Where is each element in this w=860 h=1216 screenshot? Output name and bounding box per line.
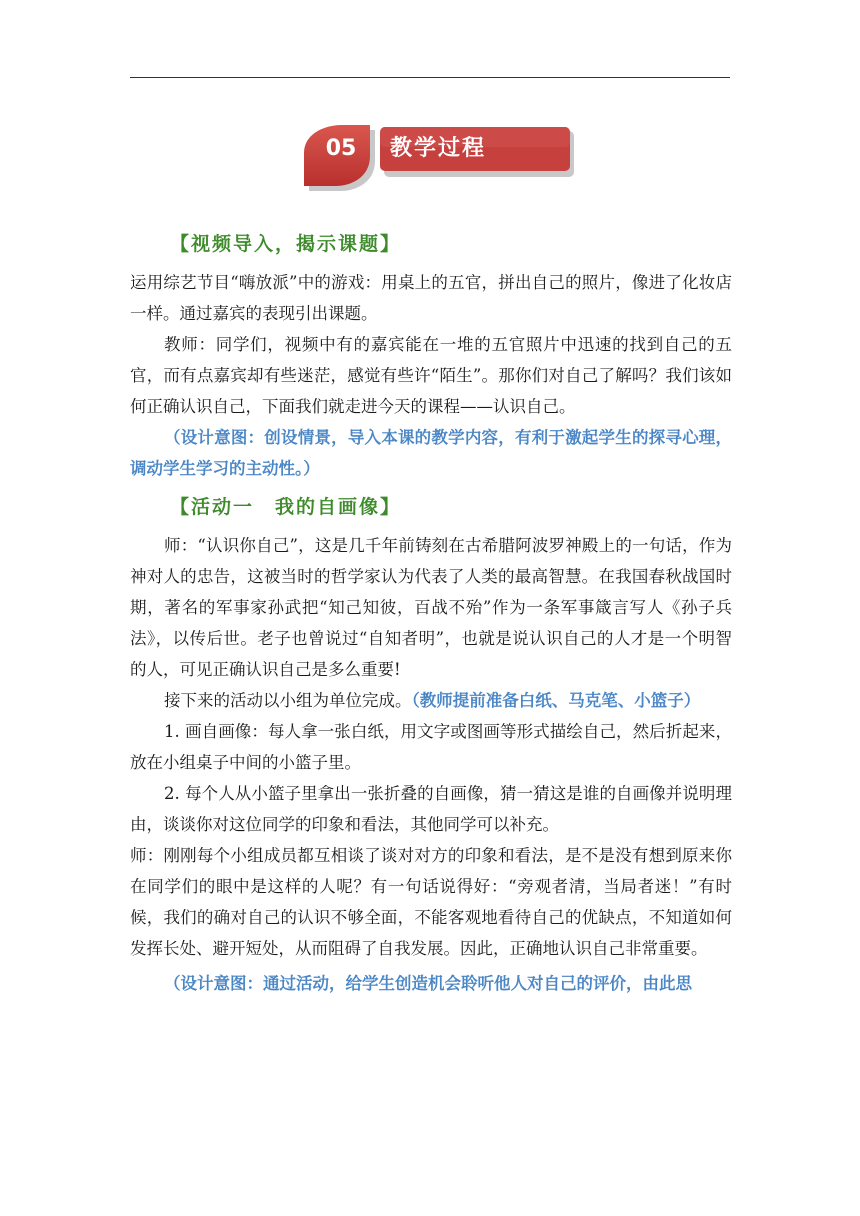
paragraph-teacher-intro: 教师：同学们，视频中有的嘉宾能在一堆的五官照片中迅速的找到自己的五官，而有点嘉宾却有些迷茫，感觉有些许“陌生”。那你们对自己了解吗？我们该如何正确认识自己，下面我们就走进今天的课程——认识自己。 xyxy=(130,335,732,416)
section-banner xyxy=(300,122,576,192)
paragraph-group-activity xyxy=(130,685,732,716)
materials-note: （教师提前准备白纸、马克笔、小篮子） xyxy=(411,691,701,710)
paragraph-teacher-summary: 师：刚刚每个小组成员都互相谈了谈对对方的印象和看法，是不是没有想到原来你在同学们的眼中是这样的人呢？有一句话说得好：“旁观者清，当局者迷！”有时候，我们的确对自己的认识不够全面，不能客观地看待自己的优缺点，不知道如何发挥长处、避开短处，从而阻碍了自我发展。因此，正确地认识自己非常重要。 xyxy=(130,846,732,958)
section-title: 教学过程 xyxy=(390,136,487,161)
design-intent-1: （设计意图：创设情景，导入本课的教学内容，有利于激起学生的探寻心理，调动学生学习的主动性。） xyxy=(130,428,732,478)
paragraph-know-yourself: 师：“认识你自己”，这是几千年前铸刻在古希腊阿波罗神殿上的一句话，作为神对人的忠告，这被当时的哲学家认为代表了人类的最高智慧。在我国春秋战国时期，著名的军事家孙武把“知己知彼，百战不殆”作为一条军事箴言写人《孙子兵法》，以传后世。老子也曾说过“自知者明”，也就是说认识自己的人才是一个明智的人，可见正确认识自己是多么重要! xyxy=(130,536,732,679)
header-rule xyxy=(130,77,730,78)
section-number: 05 xyxy=(325,136,357,161)
design-intent-2: （设计意图：通过活动，给学生创造机会聆听他人对自己的评价，由此思 xyxy=(164,974,692,993)
heading-video-intro: 【视频导入，揭示课题】 xyxy=(170,233,402,255)
group-activity-text: 接下来的活动以小组为单位完成。 xyxy=(164,691,412,710)
list-item-self-portrait: 1. 画自画像：每人拿一张白纸，用文字或图画等形式描绘自己，然后折起来，放在小组桌子中间的小篮子里。 xyxy=(130,722,732,772)
paragraph-intro: 运用综艺节目“嗨放派”中的游戏：用桌上的五官，拼出自己的照片，像进了化妆店一样。通过嘉宾的表现引出课题。 xyxy=(130,273,732,323)
list-item-guess-portrait: 2. 每个人从小篮子里拿出一张折叠的自画像，猜一猜这是谁的自画像并说明理由，谈谈你对这位同学的印象和看法，其他同学可以补充。 xyxy=(130,784,732,834)
document-body xyxy=(130,225,732,999)
heading-activity-one: 【活动一 我的自画像】 xyxy=(170,496,402,518)
